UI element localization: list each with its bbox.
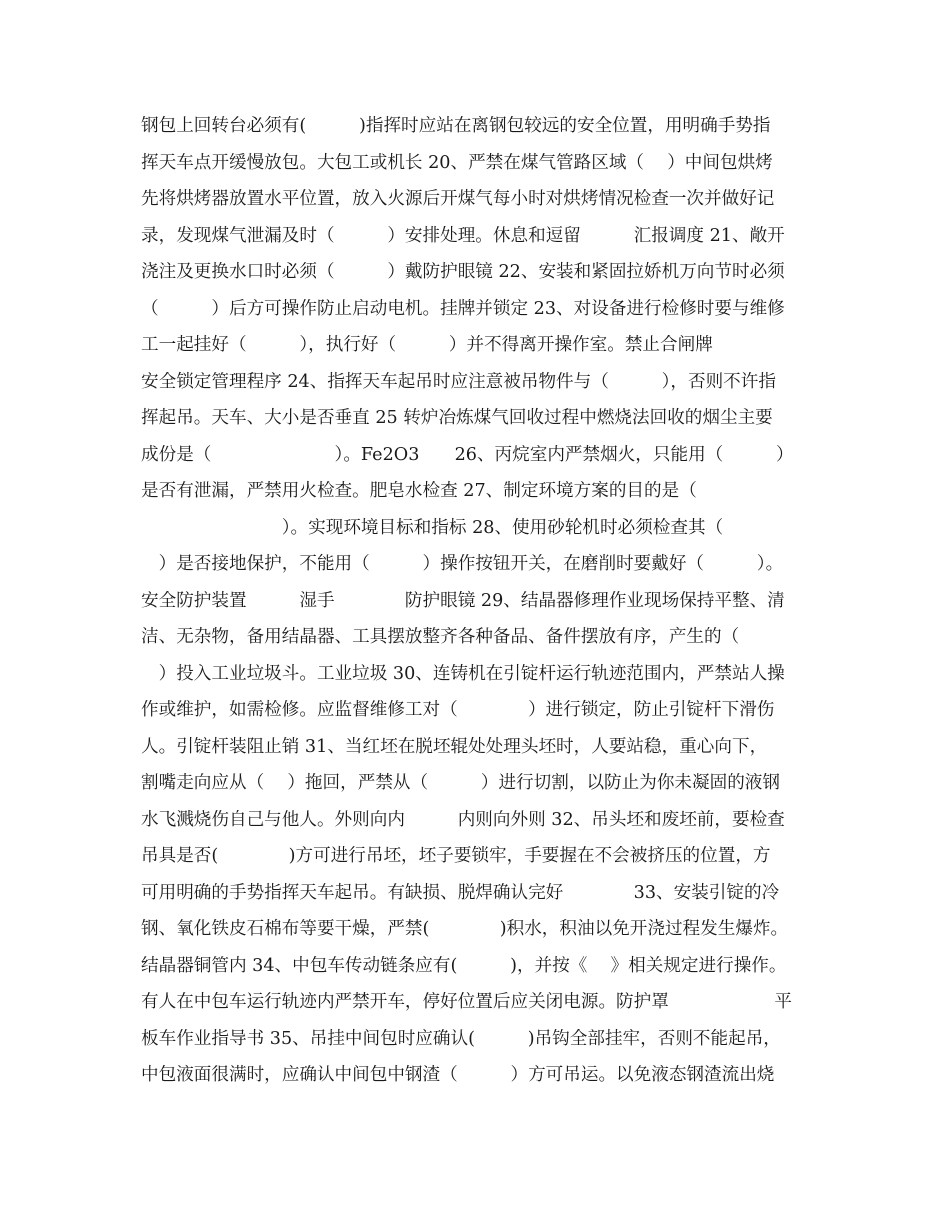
text-line: 先将烘烤器放置水平位置，放入火源后开煤气每小时对烘烤情况检查一次并做好记 [141, 189, 775, 209]
text-line: 板车作业指导书 35、吊挂中间包时应确认( )吊钩全部挂牢，否则不能起吊， [141, 1028, 781, 1049]
text-line: 钢包上回转台必须有( )指挥时应站在离钢包较远的安全位置，用明确手势指 [141, 116, 771, 136]
text-line: 挥天车点开缓慢放包。大包工或机长 20、严禁在煤气管路区域（ ）中间包烘烤 [141, 152, 773, 173]
body-text [141, 108, 821, 1094]
text-line: 洁、无杂物，备用结晶器、工具摆放整齐各种备品、备件摆放有序，产生的（ [141, 627, 740, 647]
text-line: 割嘴走向应从（ ）拖回，严禁从（ ）进行切割，以防止为你未凝固的液钢 [141, 773, 780, 793]
text-line: ）是否接地保护，不能用（ ）操作按钮开关，在磨削时要戴好（ ）。 [141, 554, 784, 574]
text-line: 浇注及更换水口时必须（ ）戴防护眼镜 22、安装和紧固拉娇机万向节时必须 [141, 262, 785, 282]
text-line: ）。实现环境目标和指标 28、使用砂轮机时必须检查其（ [141, 517, 724, 538]
text-line: 是否有泄漏，严禁用火检查。肥皂水检查 27、制定环境方案的目的是（ [141, 481, 697, 501]
text-line: 有人在中包车运行轨迹内严禁开车，停好位置后应关闭电源。防护罩 平 [141, 992, 792, 1012]
text-line: 安全防护装置 湿手 防护眼镜 29、结晶器修理作业现场保持平整、清 [141, 590, 785, 611]
text-line: 人。引锭杆装阻止销 31、当红坯在脱坯辊处处理头坯时，人要站稳，重心向下， [141, 736, 768, 757]
text-line: 结晶器铜管内 34、中包车传动链条应有( )，并按《 》相关规定进行操作。 [141, 955, 787, 976]
text-line: 工一起挂好（ ），执行好（ ）并不得离开操作室。禁止合闸牌 [141, 335, 713, 355]
text-line: 作或维护，如需检修。应监督维修工对（ ）进行锁定，防止引锭杆下滑伤 [141, 700, 775, 720]
text-line: 成份是（ ）。Fe2O3 26、丙烷室内严禁烟火，只能用（ ） [141, 444, 794, 465]
text-line: （ ）后方可操作防止启动电机。挂牌并锁定 23、对设备进行检修时要与维修 [141, 298, 785, 319]
text-line: 钢、氧化铁皮石棉布等要干燥，严禁( )积水，积油以免开浇过程发生爆炸。 [141, 919, 789, 939]
text-line: 中包液面很满时，应确认中间包中钢渣（ ）方可吊运。以免液态钢渣流出烧 [141, 1065, 775, 1085]
text-line: 吊具是否( )方可进行吊坯，坯子要锁牢，手要握在不会被挤压的位置，方 [141, 846, 771, 866]
text-line: 录，发现煤气泄漏及时（ ）安排处理。休息和逗留 汇报调度 21、敞开 [141, 225, 785, 246]
text-line: 挥起吊。天车、大小是否垂直 25 转炉冶炼煤气回收过程中燃烧法回收的烟尘主要 [141, 408, 773, 428]
text-line: 水飞溅烧伤自己与他人。外则向内 内则向外则 32、吊头坯和废坯前，要检查 [141, 809, 785, 830]
text-line: 安全锁定管理程序 24、指挥天车起吊时应注意被吊物件与（ ），否则不许指 [141, 371, 776, 392]
text-line: ）投入工业垃圾斗。工业垃圾 30、连铸机在引锭杆运行轨迹范围内，严禁站人操 [141, 663, 785, 684]
text-line: 可用明确的手势指挥天车起吊。有缺损、脱焊确认完好 33、安装引锭的冷 [141, 882, 780, 903]
